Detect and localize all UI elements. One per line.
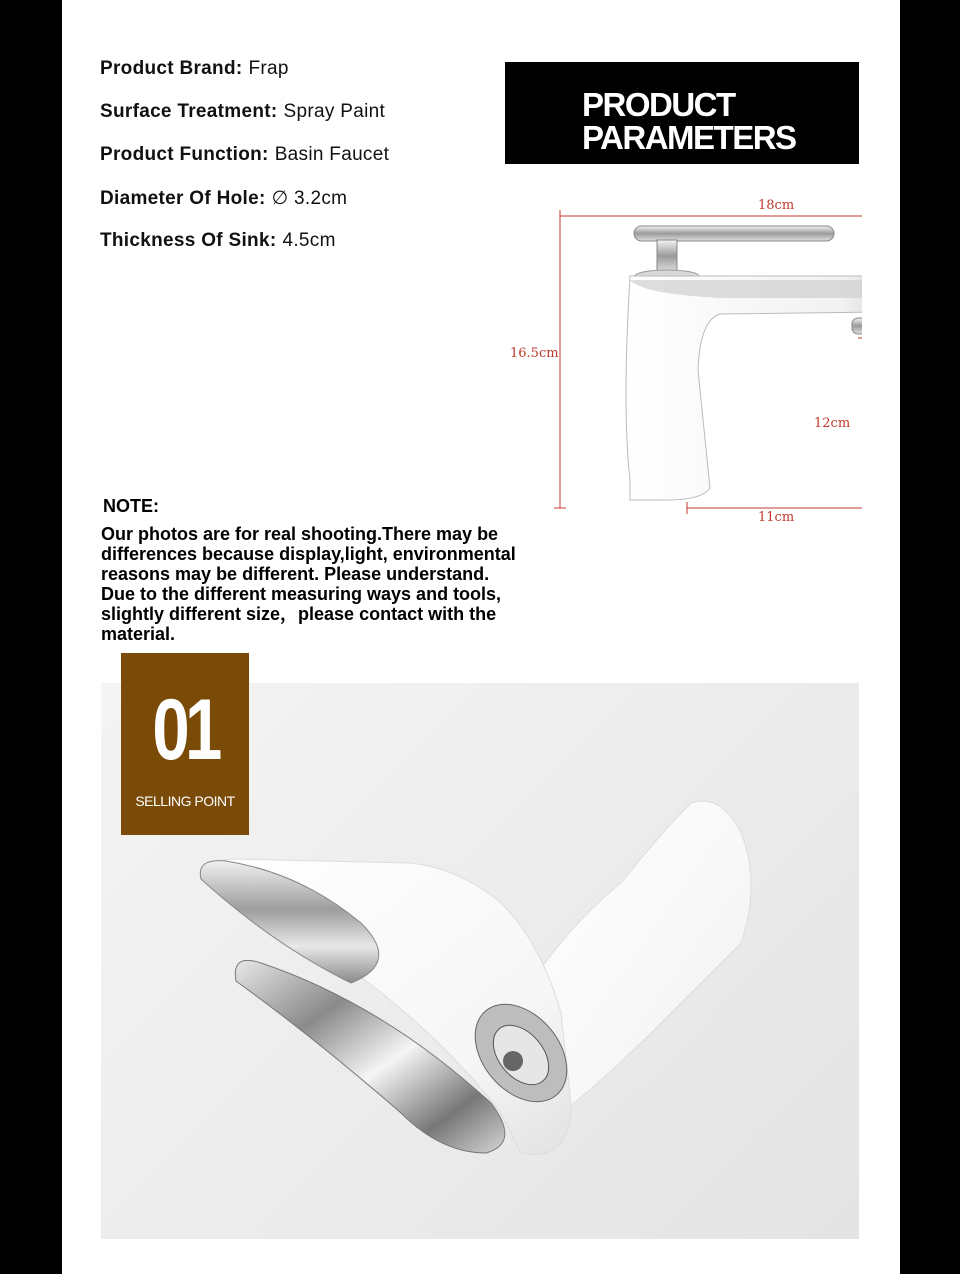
spec-surface: [100, 101, 385, 123]
dim-width-label: 18cm: [758, 198, 795, 213]
spec-brand: [100, 58, 289, 80]
dim-base-label: 11cm: [758, 510, 795, 525]
handle-stem: [657, 240, 677, 272]
note-line: Due to the different measuring ways and tools,: [101, 584, 502, 604]
badge-number: 01: [152, 682, 218, 778]
badge-caption: SELLING POINT: [135, 793, 235, 809]
header-line-1: PRODUCT: [582, 86, 735, 123]
faucet-body: [626, 276, 862, 500]
spec-label: Diameter Of Hole:: [100, 188, 266, 209]
note-line: reasons may be different. Please understand.: [101, 564, 490, 584]
spec-label: Surface Treatment:: [100, 101, 278, 122]
spout-aerator: [852, 318, 862, 334]
spec-value: Basin Faucet: [274, 144, 390, 165]
spec-function: [100, 144, 389, 166]
spec-hole: [100, 187, 347, 210]
parameters-header: [505, 62, 859, 164]
spec-value: Spray Paint: [283, 101, 386, 122]
spec-label: Product Brand:: [100, 58, 243, 79]
product-page: [62, 0, 900, 1274]
lever-handle: [634, 226, 834, 241]
spec-sink: [100, 230, 336, 252]
spec-value: Frap: [248, 58, 289, 79]
dim-height-label: 16.5cm: [510, 346, 559, 361]
selling-point-badge: [121, 653, 249, 835]
spec-label: Product Function:: [100, 144, 269, 165]
note-line: slightly different size，please contact with the: [101, 604, 497, 624]
note-line: differences because display,light, environmental: [101, 544, 516, 564]
note-body: [101, 524, 581, 644]
spec-label: Thickness Of Sink:: [100, 230, 277, 251]
note-title: NOTE:: [103, 496, 159, 516]
spec-value: 4.5cm: [282, 230, 336, 251]
note-line: Our photos are for real shooting.There may be: [101, 524, 499, 544]
faucet-dimension-diagram: [502, 190, 862, 530]
dim-spout-label: 12cm: [814, 416, 851, 431]
note-line: material.: [101, 624, 176, 644]
header-line-2: PARAMETERS: [582, 119, 796, 156]
spec-value: ∅ 3.2cm: [271, 188, 348, 209]
